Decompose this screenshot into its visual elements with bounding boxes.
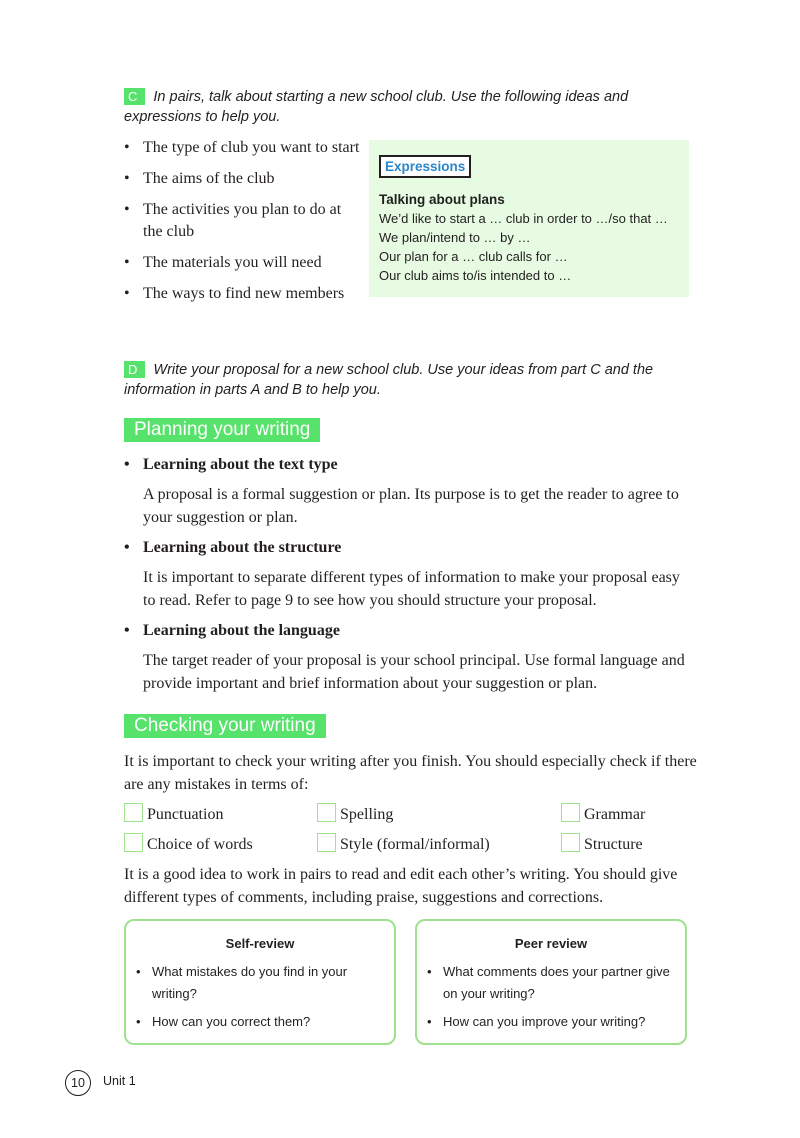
idea-item: • The type of club you want to start [124, 137, 364, 159]
checking-intro: It is important to check your writing after you finish. You should especially check if there are any mistakes in terms of: [124, 753, 697, 793]
self-review-item: • What mistakes do you find in your writing? [136, 961, 384, 1005]
planning-item-body: A proposal is a formal suggestion or plan. Its purpose is to get the reader to agree to your suggestion or plan. [143, 486, 679, 526]
checklist-label: Choice of words [147, 836, 253, 853]
expressions-tag: Expressions [379, 155, 471, 178]
planning-item-body: The target reader of your proposal is your school principal. Use formal language and provide important and brief information about your suggestion or plan. [143, 652, 685, 692]
checkbox[interactable] [317, 833, 336, 852]
task-c-instruction [124, 87, 694, 127]
checking-outro: It is a good idea to work in pairs to read and edit each other’s writing. You should give different types of comments, including praise, suggestions and corrections. [124, 866, 678, 906]
planning-item-title: • Learning about the text type [124, 453, 694, 476]
planning-item [124, 619, 694, 695]
task-c-letter: C [124, 88, 145, 105]
checkbox[interactable] [124, 833, 143, 852]
peer-review-title: Peer review [514, 936, 588, 951]
checklist-label: Grammar [584, 806, 646, 823]
page-number: 10 [65, 1070, 91, 1096]
planning-item [124, 453, 694, 529]
expressions-box [369, 140, 689, 297]
idea-item: • The ways to find new members [124, 283, 364, 305]
checklist-item-punctuation[interactable] [124, 803, 223, 826]
peer-review-item: • What comments does your partner give on your writing? [427, 961, 675, 1005]
checkbox[interactable] [317, 803, 336, 822]
checklist-item-grammar[interactable] [561, 803, 645, 826]
checklist-label: Style (formal/informal) [340, 836, 490, 853]
planning-item [124, 536, 694, 612]
checklist-item-choice-of-words[interactable] [124, 833, 253, 856]
self-review-title: Self-review [225, 936, 295, 951]
task-d-letter: D [124, 361, 145, 378]
checklist-label: Structure [584, 836, 643, 853]
idea-item: • The aims of the club [124, 168, 364, 190]
task-d-instruction [124, 360, 694, 400]
idea-item: • The materials you will need [124, 252, 364, 274]
peer-review-item: • How can you improve your writing? [427, 1011, 675, 1033]
expression-line: Our club aims to/is intended to … [379, 268, 572, 283]
expression-line: We’d like to start a … club in order to …/so that … [379, 211, 668, 226]
checkbox[interactable] [124, 803, 143, 822]
checklist-item-spelling[interactable] [317, 803, 393, 826]
expression-line: We plan/intend to … by … [379, 230, 531, 245]
expression-line: Our plan for a … club calls for … [379, 249, 568, 264]
self-review-box [124, 919, 396, 1045]
expressions-subtitle: Talking about plans [379, 192, 505, 207]
checklist-label: Spelling [340, 806, 394, 823]
task-d-text: Write your proposal for a new school club. Use your ideas from part C and the information in parts A and B to help you. [124, 362, 654, 398]
planning-item-body: It is important to separate different types of information to make your proposal easy to read. Refer to page 9 to see how you should structure your proposal. [143, 569, 680, 609]
self-review-item: • How can you correct them? [136, 1011, 384, 1033]
idea-item: • The activities you plan to do at the club [124, 199, 364, 243]
peer-review-box [415, 919, 687, 1045]
checklist-item-style[interactable] [317, 833, 490, 856]
checking-heading: Checking your writing [124, 714, 326, 738]
task-c-text: In pairs, talk about starting a new school club. Use the following ideas and expressions to help you. [124, 89, 629, 125]
checklist-label: Punctuation [147, 806, 224, 823]
checklist-item-structure[interactable] [561, 833, 643, 856]
unit-label: Unit 1 [103, 1074, 136, 1088]
checkbox[interactable] [561, 833, 580, 852]
planning-item-title: • Learning about the structure [124, 536, 694, 559]
checkbox[interactable] [561, 803, 580, 822]
ideas-list [124, 137, 364, 314]
planning-item-title: • Learning about the language [124, 619, 694, 642]
planning-heading: Planning your writing [124, 418, 320, 442]
